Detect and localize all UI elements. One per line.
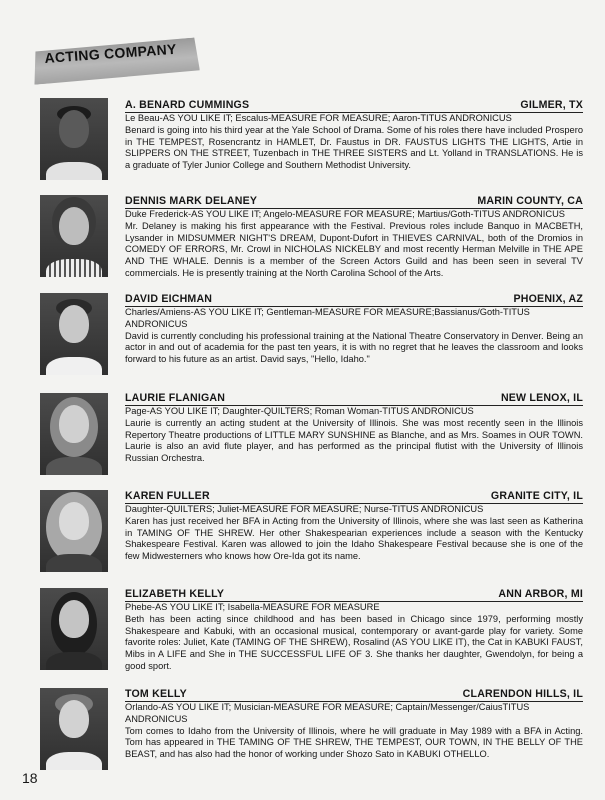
member-bio: Mr. Delaney is making his first appearance with the Festival. Previous roles include Banquo in MACBETH, Lysander in MIDSUMMER NIGHT'S DREAM, Dupont-Dufort in THIEVES CARNIVAL, both of the Dromios in COMEDY OF ERRORS, Mr. Crowl in NICHOLAS NICKELBY and most recently Herman Melville in THE APE AND THE WHALE. Dennis is a member of the Screen Actors Guild and has been seen in several TV commercials. He is presently training at the North Carolina School of the Arts. [125, 220, 583, 278]
member-bio: David is currently concluding his professional training at the National Theatre Conservatory in Denver. Being an actor in and out of academia for the past ten years, it is with no regret that he leaves the classroom and looks forward to his future as an artist. David says, "Hello, Idaho." [125, 330, 583, 365]
headshot-photo [40, 393, 108, 475]
member-bio: Benard is going into his third year at the Yale School of Drama. Some of his roles there have included Prospero in THE TEMPEST, Rosencrantz in HAMLET, Dr. Faustus in DR. FAUSTUS LIGHTS THE LIGHTS, Artie in SLIPPERS ON THE STREET, Tuzenbach in THE THREE SISTERS and Lt. Yolland in TRANSLATIONS. He is a graduate of Tyler Junior College and Southern Methodist University. [125, 124, 583, 171]
member-bio: Karen has just received her BFA in Acting from the University of Illinois, where she was last seen as Katherina in TAMING OF THE SHREW. Her other Shakespearian experiences include a season with the Kentucky Shakespeare Festival. Karen was allowed to join the Idaho Shakespeare Festival because she is one of the few Midwesterners who knows how Ore-Ida got its name. [125, 515, 583, 562]
member-roles: Orlando-AS YOU LIKE IT; Musician-MEASURE FOR MEASURE; Captain/Messenger/CaiusTITUS ANDRONICUS [125, 702, 530, 724]
section-title: ACTING COMPANY [44, 40, 178, 66]
member-bio: Tom comes to Idaho from the University of Illinois, where he will graduate in May 1989 with a BFA in Acting. Tom has appeared in THE TAMING OF THE SHREW, THE TEMPEST, OUR TOWN, IN THE BELLY OF THE BEAST, and has also had the honor of working under Shozo Sato in KABUKI OTHELLO. [125, 725, 583, 760]
member-roles: Le Beau-AS YOU LIKE IT; Escalus-MEASURE FOR MEASURE; Aaron-TITUS ANDRONICUS [125, 113, 512, 123]
member-roles: Charles/Amiens-AS YOU LIKE IT; Gentleman-MEASURE FOR MEASURE;Bassianus/Goth-TITUS ANDRONICUS [125, 307, 530, 329]
member-bio: Beth has been acting since childhood and has been based in Chicago since 1979, performing mostly Shakespeare and Kabuki, with an occasional musical, contemporary or avant-garde play for variety. Some favorite roles: Juliet, Kate (TAMING OF THE SHREW), Rosalind (AS YOU LIKE IT), the Cat in KABUKI FAUST, Mibs in A LIFE and She in THE SUCCESSFUL LIFE OF 3. She thanks her daughter, Gwendolyn, for being a good sport. [125, 613, 583, 671]
headshot-photo [40, 293, 108, 375]
member-header [125, 588, 583, 602]
member-roles: Duke Frederick-AS YOU LIKE IT; Angelo-MEASURE FOR MEASURE; Martius/Goth-TITUS ANDRONICUS [125, 209, 565, 219]
member-entry [125, 195, 583, 280]
member-roles: Phebe-AS YOU LIKE IT; Isabella-MEASURE FOR MEASURE [125, 602, 380, 612]
member-roles: Daughter-QUILTERS; Juliet-MEASURE FOR MEASURE; Nurse-TITUS ANDRONICUS [125, 504, 484, 514]
member-name: KAREN FULLER [125, 490, 210, 502]
headshot-photo [40, 490, 108, 572]
page-number: 18 [22, 770, 38, 786]
headshot-photo [40, 688, 108, 770]
member-bio: Laurie is currently an acting student at the University of Illinois. She was most recently seen in the Illinois Repertory Theatre productions of LITTLE MARY SUNSHINE as Blanche, and as Mrs. Soames in OUR TOWN. Laurie is also an avid flute player, and has performed as the principal flutist with the University of Illinois Russian Orchestra. [125, 417, 583, 464]
member-entry [125, 688, 583, 761]
member-header [125, 293, 583, 307]
member-hometown: ANN ARBOR, MI [498, 588, 583, 600]
member-name: ELIZABETH KELLY [125, 588, 225, 600]
member-name: TOM KELLY [125, 688, 187, 700]
member-header [125, 195, 583, 209]
member-entry [125, 392, 583, 465]
headshot-photo [40, 98, 108, 180]
member-entry [125, 490, 583, 563]
member-header [125, 490, 583, 504]
member-entry [125, 293, 583, 366]
member-name: DENNIS MARK DELANEY [125, 195, 258, 207]
member-entry [125, 588, 583, 673]
member-roles: Page-AS YOU LIKE IT; Daughter-QUILTERS; Roman Woman-TITUS ANDRONICUS [125, 406, 474, 416]
member-header [125, 99, 583, 113]
member-header [125, 688, 583, 702]
member-hometown: PHOENIX, AZ [513, 293, 583, 305]
member-hometown: MARIN COUNTY, CA [477, 195, 583, 207]
member-hometown: GRANITE CITY, IL [490, 490, 583, 502]
member-entry [125, 99, 583, 172]
member-name: LAURIE FLANIGAN [125, 392, 226, 404]
member-name: DAVID EICHMAN [125, 293, 213, 305]
member-hometown: GILMER, TX [520, 99, 583, 111]
headshot-photo [40, 588, 108, 670]
member-hometown: CLARENDON HILLS, IL [462, 688, 583, 700]
headshot-photo [40, 195, 108, 277]
member-header [125, 392, 583, 406]
member-name: A. BENARD CUMMINGS [125, 99, 250, 111]
member-hometown: NEW LENOX, IL [500, 392, 583, 404]
